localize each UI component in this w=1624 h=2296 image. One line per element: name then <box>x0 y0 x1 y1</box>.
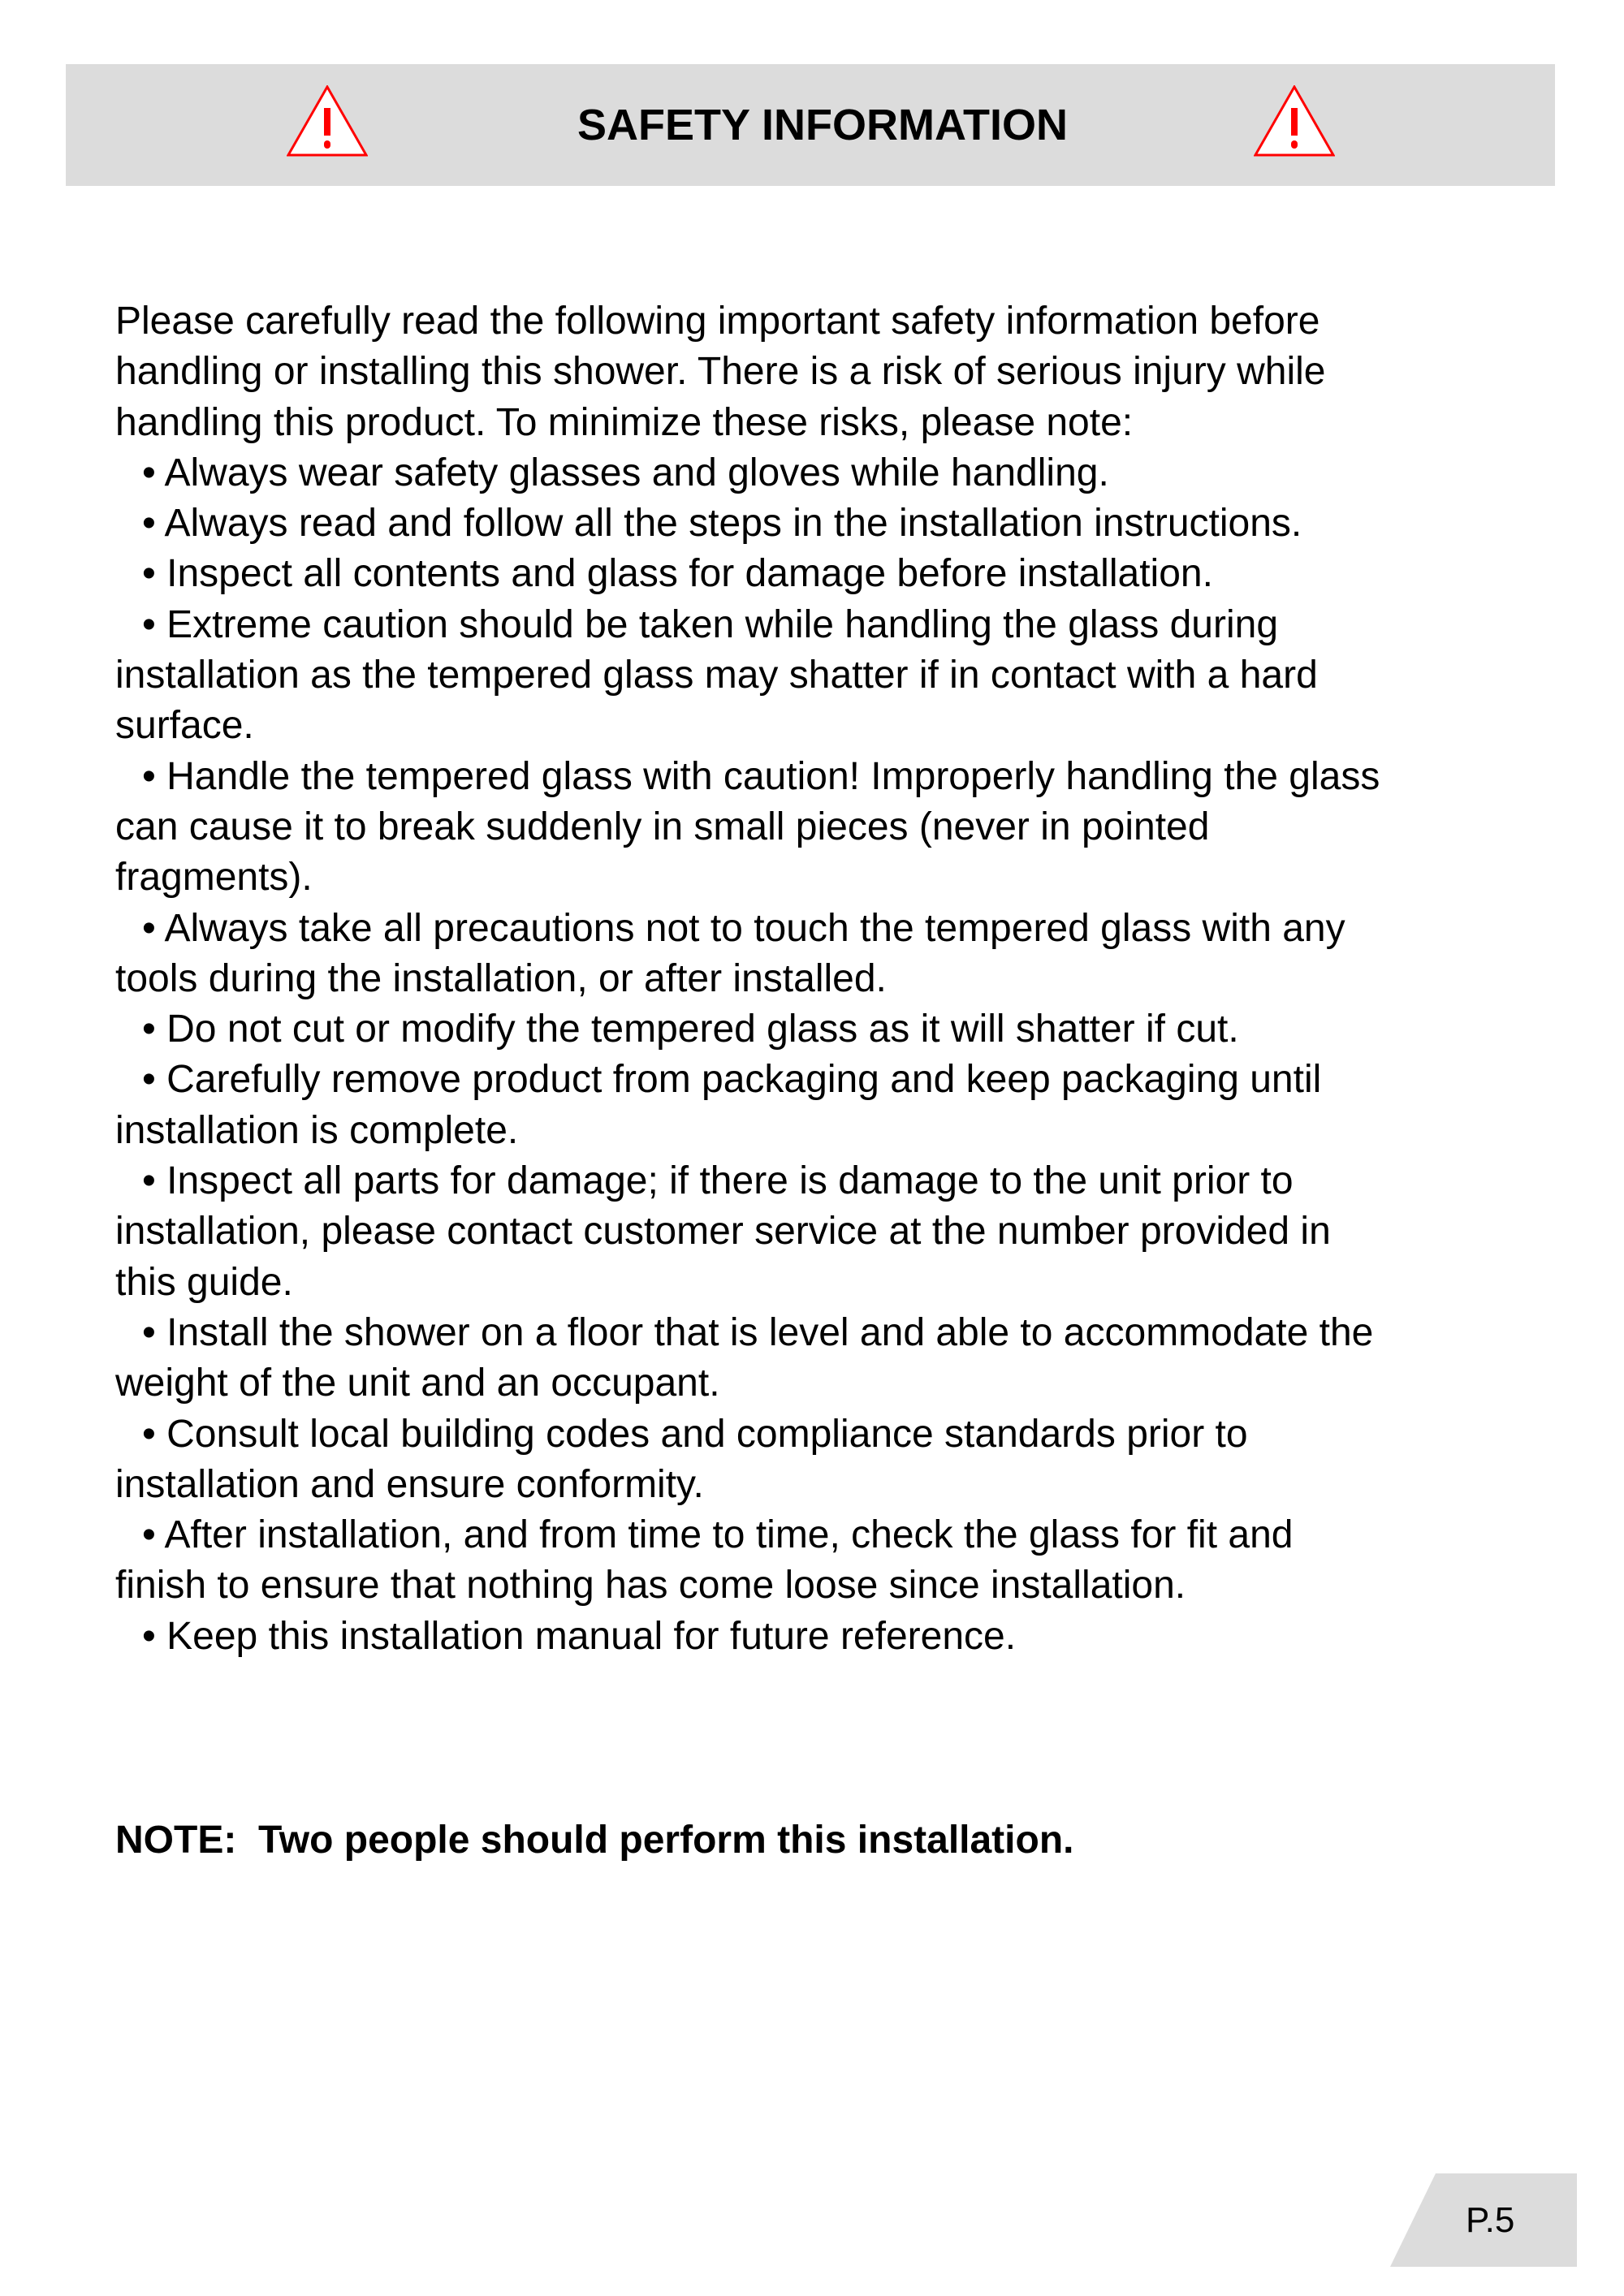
page-number: P.5 <box>1466 2200 1515 2240</box>
bullet-item-continuation: weight of the unit and an occupant. <box>115 1362 720 1405</box>
bullet-item: • Always take all precautions not to touch the tempered glass with any <box>142 906 1345 950</box>
bullet-item: • Inspect all contents and glass for damage before installation. <box>142 552 1213 596</box>
warning-triangle-icon <box>1254 85 1335 157</box>
bullet-item-continuation: installation, please contact customer service at the number provided in <box>115 1210 1331 1254</box>
bullet-item: • Handle the tempered glass with caution! Improperly handling the glass <box>142 754 1380 798</box>
bullet-item: • Consult local building codes and compliance standards prior to <box>142 1412 1248 1456</box>
bullet-item: • Always wear safety glasses and gloves while handling. <box>142 451 1109 494</box>
bullet-item-continuation: can cause it to break suddenly in small pieces (never in pointed <box>115 805 1210 848</box>
bullet-item: • After installation, and from time to time, check the glass for fit and <box>142 1513 1294 1557</box>
bullet-item-continuation: this guide. <box>115 1260 293 1304</box>
installation-note: NOTE: Two people should perform this installation. <box>115 1819 1074 1862</box>
bullet-item: • Do not cut or modify the tempered glass as it will shatter if cut. <box>142 1008 1239 1051</box>
safety-text <box>115 296 1380 1662</box>
page-title: SAFETY INFORMATION <box>577 101 1068 149</box>
bullet-item: • Extreme caution should be taken while handling the glass during <box>142 602 1279 646</box>
bullet-item-continuation: installation and ensure conformity. <box>115 1462 704 1506</box>
intro-line: handling or installing this shower. There is a risk of serious injury while <box>115 350 1326 394</box>
bullet-item: • Inspect all parts for damage; if there is damage to the unit prior to <box>142 1159 1294 1203</box>
bullet-item-continuation: installation is complete. <box>115 1108 519 1152</box>
bullet-item-continuation: fragments). <box>115 856 313 900</box>
bullet-item: • Keep this installation manual for future reference. <box>142 1614 1017 1658</box>
bullet-item: • Install the shower on a floor that is level and able to accommodate the <box>142 1310 1374 1354</box>
bullet-item-continuation: installation as the tempered glass may shatter if in contact with a hard <box>115 654 1318 697</box>
section-header <box>66 64 1555 186</box>
bullet-item-continuation: surface. <box>115 704 254 748</box>
bullet-item: • Always read and follow all the steps in the installation instructions. <box>142 502 1302 546</box>
bullet-item-continuation: finish to ensure that nothing has come loose since installation. <box>115 1564 1186 1608</box>
bullet-item-continuation: tools during the installation, or after installed. <box>115 956 887 1000</box>
intro-line: handling this product. To minimize these risks, please note: <box>115 400 1134 444</box>
intro-line: Please carefully read the following important safety information before <box>115 300 1320 343</box>
bullet-item: • Carefully remove product from packaging and keep packaging until <box>142 1058 1322 1102</box>
